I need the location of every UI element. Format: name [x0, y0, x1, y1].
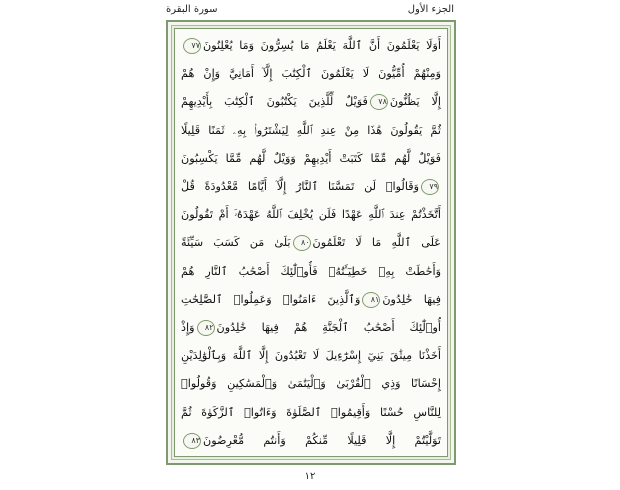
ayah-number-marker: ٨٠ [293, 235, 311, 251]
verse-text: إِحْسَانًا وَذِي ٱلْقُرْبَىٰ وَٱلْيَتَٰمَىٰ وَٱلْمَسَٰكِينِ وَقُولُوا۟ [181, 377, 441, 391]
juz-title: الجزء الأول [407, 4, 454, 15]
verse-text: ثُمَّ يَقُولُونَ هَٰذَا مِنْ عِندِ ٱللَّهِ لِيَشْتَرُوا۟ بِهِۦ ثَمَنًا قَلِيلًا [181, 123, 441, 137]
verse-line [181, 91, 441, 113]
verse-text: أَخَذْنَا مِيثَٰقَ بَنِيٓ إِسْرَٰٓءِيلَ لَا تَعْبُدُونَ إِلَّا ٱللَّهَ وَبِٱلْوَٰلِدَيْنِ [181, 349, 441, 363]
verse-line [181, 204, 441, 226]
page-number: ١٢ [304, 471, 316, 482]
quran-text-area [174, 28, 448, 457]
verse-text: أَتَّخَذْتُمْ عِندَ ٱللَّهِ عَهْدًا فَلَن يُخْلِفَ ٱللَّهُ عَهْدَهُۥٓ أَمْ تَقُولُونَ [181, 208, 441, 222]
verse-text: أُو۟لَٰٓئِكَ أَصْحَٰبُ ٱلْجَنَّةِ هُمْ فِيهَا خَٰلِدُونَ [216, 321, 441, 335]
verse-text: تَوَلَّيْتُمْ إِلَّا قَلِيلًا مِّنكُمْ وَأَنتُم مُّعْرِضُونَ [203, 433, 441, 447]
verse-line [181, 120, 441, 142]
page-frame [166, 20, 456, 465]
verse-text: بَلَىٰ مَن كَسَبَ سَيِّئَةً [181, 236, 291, 250]
verse-text: وَأَحَٰطَتْ بِهِۦ خَطِيٓـَٔتُهُۥ فَأُو۟لَٰٓئِكَ أَصْحَٰبُ ٱلنَّارِ هُمْ [181, 264, 441, 278]
verse-line [181, 289, 441, 311]
verse-line [181, 345, 441, 367]
verse-line [181, 430, 441, 452]
verse-line [181, 402, 441, 424]
verse-line [181, 261, 441, 283]
ayah-number-marker: ٧٨ [370, 94, 388, 110]
verse-text: أَوَلَا يَعْلَمُونَ أَنَّ ٱللَّهَ يَعْلَمُ مَا يُسِرُّونَ وَمَا يُعْلِنُونَ [203, 39, 441, 52]
verse-text: لِلنَّاسِ حُسْنًا وَأَقِيمُوا۟ ٱلصَّلَوٰةَ وَءَاتُوا۟ ٱلزَّكَوٰةَ ثُمَّ [181, 405, 441, 419]
verse-text: وَإِذْ [181, 321, 195, 335]
verse-line [181, 373, 441, 395]
verse-text: وَقَالُوا۟ لَن تَمَسَّنَا ٱلنَّارُ إِلَّآ أَيَّامًا مَّعْدُودَةً قُلْ [181, 180, 419, 194]
verse-line [181, 232, 441, 254]
verse-line [181, 35, 441, 57]
verse-text: وَمِنْهُمْ أُمِّيُّونَ لَا يَعْلَمُونَ ٱلْكِتَٰبَ إِلَّآ أَمَانِيَّ وَإِنْ هُمْ [181, 67, 441, 81]
ayah-number-marker: ٧٧ [183, 38, 201, 54]
ayah-number-marker: ٨٣ [183, 433, 201, 449]
ayah-number-marker: ٨١ [362, 292, 380, 308]
verse-text: فَوَيْلٌ لَّهُم مِّمَّا كَتَبَتْ أَيْدِيهِمْ وَوَيْلٌ لَّهُم مِّمَّا يَكْسِبُونَ [181, 151, 441, 165]
ayah-number-marker: ٨٢ [197, 320, 215, 336]
verse-line [181, 317, 441, 339]
surah-title: سورة البقرة [166, 4, 218, 15]
verse-line [181, 176, 441, 198]
verse-text: فِيهَا خَٰلِدُونَ [382, 292, 441, 306]
verse-text: إِلَّا يَظُنُّونَ [389, 95, 441, 109]
verse-text: فَوَيْلٌ لِّلَّذِينَ يَكْتُبُونَ ٱلْكِتَٰبَ بِأَيْدِيهِمْ [181, 95, 368, 109]
verse-text: وَٱلَّذِينَ ءَامَنُوا۟ وَعَمِلُوا۟ ٱلصَّٰلِحَٰتِ [181, 292, 361, 306]
ayah-number-marker: ٧٩ [421, 179, 439, 195]
verse-line [181, 63, 441, 85]
verse-line [181, 148, 441, 170]
page-frame-inner [171, 25, 451, 460]
verse-text: عَلَى ٱللَّهِ مَا لَا تَعْلَمُونَ [312, 236, 441, 250]
